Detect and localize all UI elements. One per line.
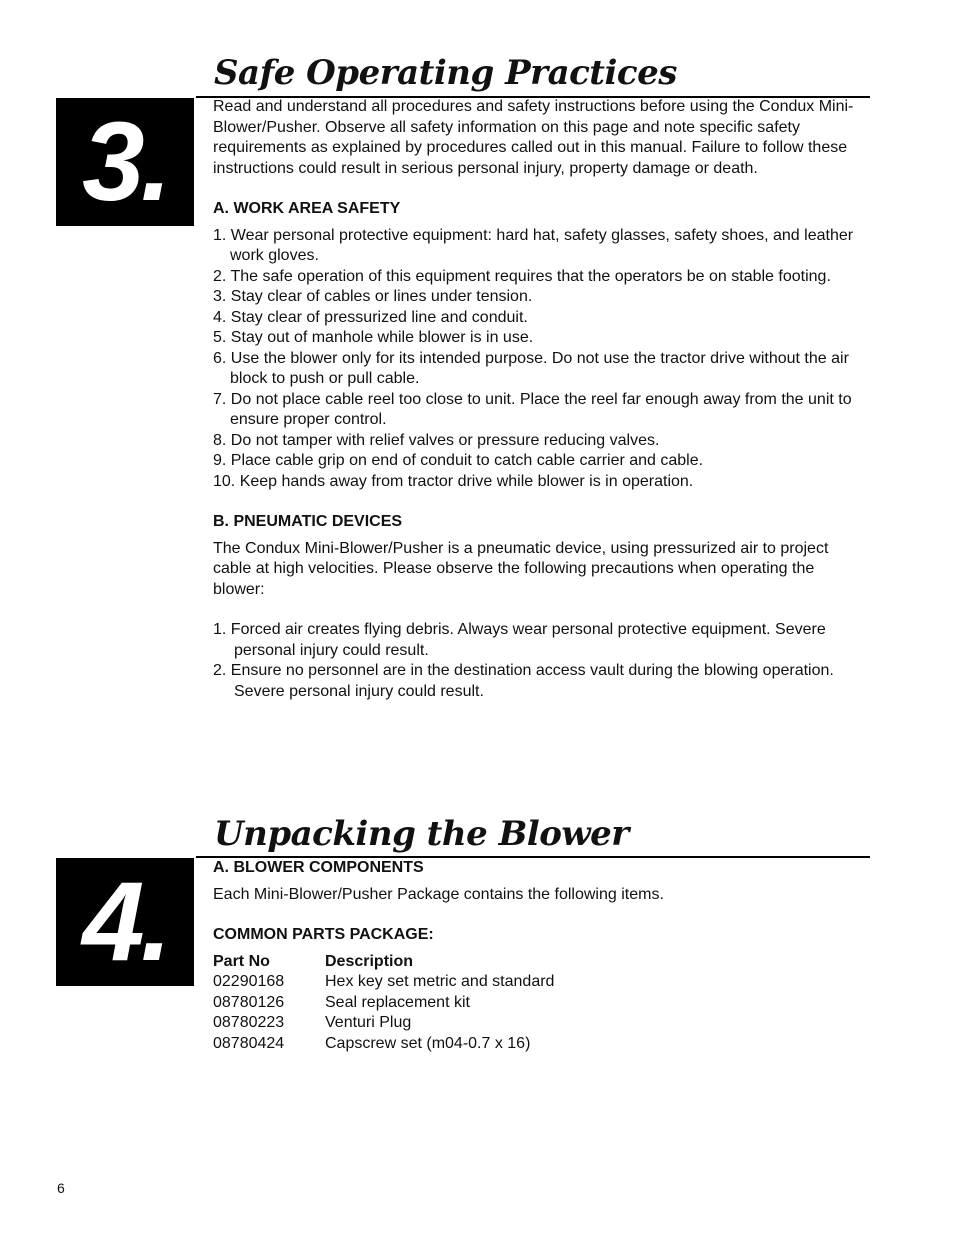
list-item: 5. Stay out of manhole while blower is in use.	[213, 329, 534, 346]
list-item: 8. Do not tamper with relief valves or pressure reducing valves.	[213, 431, 660, 449]
table-row	[213, 1034, 863, 1055]
part-no-cell: 08780223	[213, 1014, 285, 1031]
work-area-list	[213, 226, 863, 493]
table-row	[213, 993, 863, 1014]
description-header: Description	[325, 952, 414, 970]
description-cell: Seal replacement kit	[325, 993, 470, 1011]
section-4-title: Unpacking the Blower	[214, 814, 629, 854]
work-area-heading: A. WORK AREA SAFETY	[213, 200, 401, 217]
list-item: 3. Stay clear of cables or lines under tension.	[213, 288, 533, 305]
pneumatic-intro: The Condux Mini-Blower/Pusher is a pneumatic device, using pressurized air to project cable at high velocities. Please observe the following precautions when operating the blower:	[213, 539, 829, 598]
list-item: 6. Use the blower only for its intended purpose. Do not use the tractor drive without the air block to push or pull cable.	[213, 349, 849, 387]
description-cell: Venturi Plug	[325, 1014, 412, 1031]
description-cell: Capscrew set (m04-0.7 x 16)	[325, 1034, 531, 1052]
components-text: Each Mini-Blower/Pusher Package contains the following items.	[213, 885, 664, 903]
list-item: 2. Ensure no personnel are in the destination access vault during the blowing operation. Severe personal injury could result.	[213, 662, 834, 700]
list-item: 2. The safe operation of this equipment requires that the operators be on stable footing.	[213, 267, 831, 285]
parts-table-header	[213, 952, 863, 973]
table-row	[213, 972, 863, 993]
components-heading: A. BLOWER COMPONENTS	[213, 859, 424, 876]
section-4-number-box: 4.	[56, 858, 194, 986]
section-3-number-box: 3.	[56, 98, 194, 226]
section-4-body	[213, 858, 863, 1054]
list-item: 9. Place cable grip on end of conduit to catch cable carrier and cable.	[213, 452, 704, 469]
pneumatic-list	[213, 620, 863, 702]
part-no-cell: 08780424	[213, 1034, 285, 1052]
list-item: 4. Stay clear of pressurized line and conduit.	[213, 308, 528, 326]
list-item: 7. Do not place cable reel too close to unit. Place the reel far enough away from the unit to ensure proper control.	[213, 390, 852, 428]
part-no-cell: 02290168	[213, 973, 285, 990]
list-item: 1. Wear personal protective equipment: hard hat, safety glasses, safety shoes, and leather work gloves.	[213, 226, 854, 264]
package-heading: COMMON PARTS PACKAGE:	[213, 926, 434, 943]
section-3-intro: Read and understand all procedures and safety instructions before using the Condux Mini-Blower/Pusher. Observe all safety information on this page and note specific safety requirements as explained by procedures called out in this manual. Failure to follow these instructions could result in serious personal injury, property damage or death.	[213, 98, 854, 177]
parts-table	[213, 952, 863, 1055]
part-no-cell: 08780126	[213, 993, 285, 1011]
page-number: 6	[57, 1180, 65, 1196]
part-no-header: Part No	[213, 952, 270, 970]
table-row	[213, 1013, 863, 1034]
section-3-body	[213, 97, 863, 702]
pneumatic-heading: B. PNEUMATIC DEVICES	[213, 513, 403, 530]
list-item: 10. Keep hands away from tractor drive while blower is in operation.	[213, 472, 694, 490]
description-cell: Hex key set metric and standard	[325, 973, 555, 990]
section-3-title: Safe Operating Practices	[214, 53, 677, 93]
list-item: 1. Forced air creates flying debris. Always wear personal protective equipment. Severe personal injury could result.	[213, 621, 826, 659]
